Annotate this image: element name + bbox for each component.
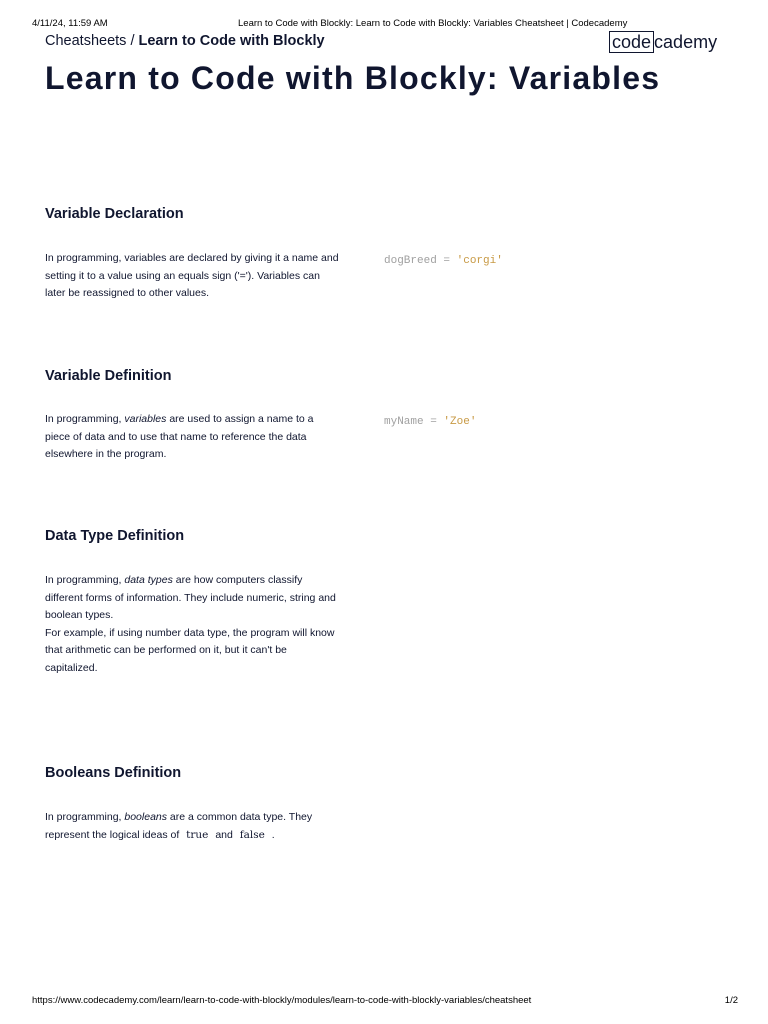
breadcrumb-separator: /: [126, 33, 139, 49]
print-doc-title: Learn to Code with Blockly: Learn to Code with Blockly: Variables Cheatsheet | Codecademy: [238, 18, 628, 29]
text-segment: are used to assign a name to a piece of data and to use that name to reference the data elsewhere in the program.: [45, 413, 314, 460]
section-title-definition: Variable Definition: [45, 368, 172, 384]
print-footer: [32, 995, 738, 1009]
inline-code-false: false: [239, 828, 265, 841]
logo-code-box: code: [609, 31, 654, 53]
text-emphasis: data types: [124, 574, 173, 586]
text-segment: are a common data type. They represent the logical ideas of: [45, 811, 313, 841]
codecademy-logo[interactable]: [609, 31, 717, 55]
text-segment: In programming,: [45, 413, 125, 425]
text-segment: and: [215, 828, 233, 841]
code-string: 'Zoe': [443, 416, 477, 428]
text-segment: In programming,: [45, 811, 125, 823]
section-title-data-type: Data Type Definition: [45, 528, 185, 544]
section-title-declaration: Variable Declaration: [45, 206, 184, 222]
text-emphasis: booleans: [124, 811, 167, 823]
section-text-data-type: [45, 572, 340, 677]
section-title-booleans: Booleans Definition: [45, 765, 182, 781]
text-emphasis: variables: [124, 413, 167, 425]
code-string: 'corgi': [456, 255, 503, 267]
section-text-definition: [45, 411, 340, 464]
section-text-booleans: [45, 809, 340, 844]
logo-rest-text: cademy: [654, 32, 718, 52]
print-url: https://www.codecademy.com/learn/learn-to-code-with-blockly/modules/learn-to-code-with-blockly-variables/cheatsheet: [32, 995, 532, 1006]
print-date: 4/11/24, 11:59 AM: [32, 18, 108, 29]
breadcrumb-current-link[interactable]: Learn to Code with Blockly: [138, 33, 325, 49]
breadcrumb-root-link[interactable]: Cheatsheets: [45, 33, 127, 49]
print-header: [32, 18, 738, 32]
section-text-declaration: In programming, variables are declared by giving it a name and setting it to a value using an equals sign ('='). Variables can later be reassigned to other values.: [45, 252, 339, 299]
code-variable: myName: [384, 416, 424, 428]
breadcrumb: [45, 33, 325, 49]
code-sample-definition: [384, 416, 476, 428]
page-title: Learn to Code with Blockly: Variables: [45, 60, 661, 96]
code-operator: =: [423, 416, 444, 428]
code-sample-declaration: [384, 255, 503, 267]
code-variable: dogBreed: [384, 255, 437, 267]
text-segment: are how computers classify different forms of information. They include numeric, string and boolean types.: [45, 574, 336, 621]
code-operator: =: [436, 255, 457, 267]
inline-code-true: true: [186, 828, 209, 841]
page-number: 1/2: [724, 995, 738, 1006]
text-segment: For example, if using number data type, the program will know that arithmetic can be performed on it, but it can't be capitalized.: [45, 626, 335, 674]
text-segment: .: [271, 828, 275, 841]
text-segment: In programming,: [45, 574, 125, 586]
